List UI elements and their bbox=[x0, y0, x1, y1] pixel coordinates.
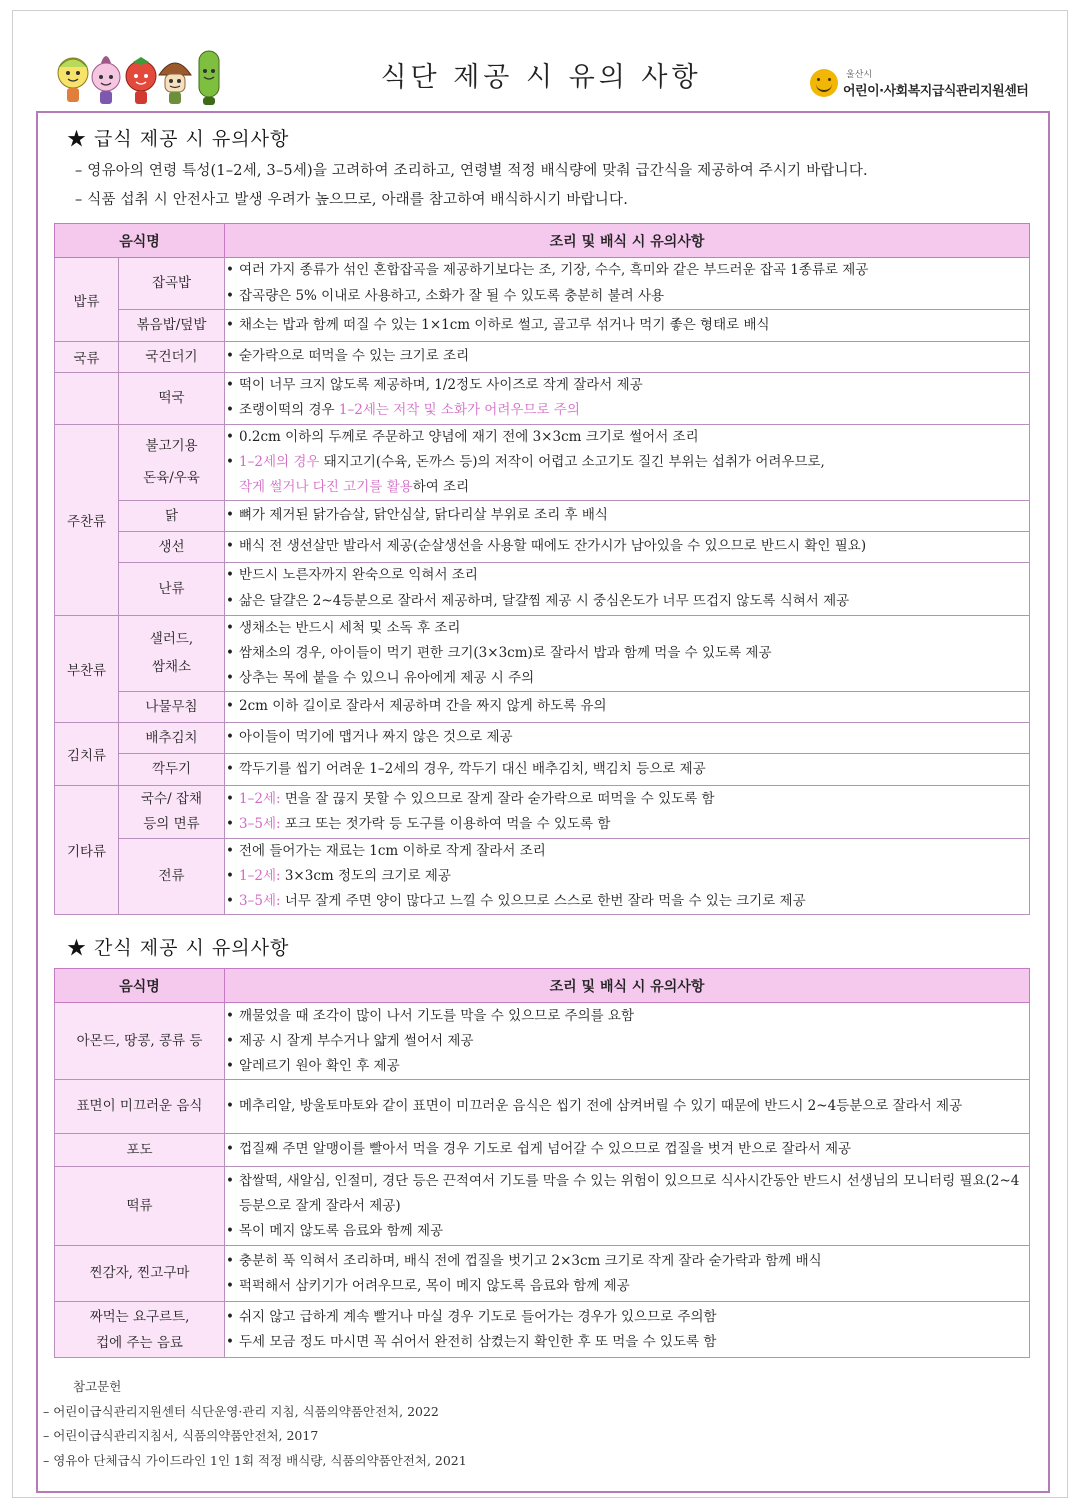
highlight-text: 1–2세는 저작 및 소화가 어려우므로 주의 bbox=[338, 402, 580, 419]
note-text bbox=[225, 889, 1029, 914]
page-title: 식단 제공 시 유의 사항 bbox=[380, 62, 702, 93]
table-row bbox=[55, 500, 1030, 531]
note-text: • 목이 메지 않도록 음료와 함께 제공 bbox=[225, 1219, 1029, 1244]
food-name bbox=[55, 1302, 225, 1358]
table-row bbox=[55, 753, 1030, 785]
table-row bbox=[55, 342, 1030, 373]
note-text-part: 면을 잘 끊지 못할 수 있으므로 잘게 잘라 숟가락으로 떠먹을 수 있도록 함 bbox=[280, 790, 715, 807]
table-row bbox=[55, 722, 1030, 753]
food-name-line: 짜먹는 요구르트, bbox=[89, 1308, 190, 1325]
note-text-part: 하여 조리 bbox=[412, 478, 470, 495]
references bbox=[43, 1375, 467, 1473]
notes-cell bbox=[225, 500, 1030, 531]
note-text bbox=[225, 864, 1029, 889]
food-name bbox=[119, 615, 225, 691]
reference-item: – 어린이급식관리지침서, 식품의약품안전처, 2017 bbox=[43, 1428, 319, 1443]
food-name: 전류 bbox=[119, 838, 225, 914]
meal-table bbox=[54, 223, 1030, 915]
table-row bbox=[55, 258, 1030, 310]
note-text bbox=[225, 398, 1029, 423]
food-name: 생선 bbox=[119, 531, 225, 562]
food-name: 국건더기 bbox=[119, 342, 225, 373]
food-name-line: 컵에 주는 음료 bbox=[96, 1334, 183, 1351]
table-row bbox=[55, 1167, 1030, 1246]
note-text: • 알레르기 원아 확인 후 제공 bbox=[225, 1054, 1029, 1079]
note-text: • 깍두기를 씹기 어려운 1–2세의 경우, 깍두기 대신 배추김치, 백김치 등으로 제공 bbox=[225, 757, 1029, 782]
smile-logo-icon bbox=[810, 69, 838, 97]
note-text: • 쉬지 않고 급하게 계속 빨거나 마실 경우 기도로 들어가는 경우가 있으므로 주의함 bbox=[225, 1305, 1029, 1330]
page bbox=[12, 10, 1068, 1498]
food-name: 볶음밥/덮밥 bbox=[119, 310, 225, 342]
table-row bbox=[55, 310, 1030, 342]
table-row bbox=[55, 1134, 1030, 1167]
note-text: • 반드시 노른자까지 완숙으로 익혀서 조리 bbox=[225, 563, 1029, 588]
meal-intro-1: – 영유아의 연령 특성(1–2세, 3–5세)을 고려하여 조리하고, 연령별 적정 배식량에 맞춰 급간식을 제공하여 주시기 바랍니다. bbox=[75, 163, 868, 179]
note-text: • 전에 들어가는 재료는 1cm 이하로 작게 잘라서 조리 bbox=[225, 839, 1029, 864]
note-text bbox=[225, 450, 1029, 475]
food-name: 잡곡밥 bbox=[119, 258, 225, 310]
highlight-text: 1–2세: bbox=[239, 790, 281, 807]
note-text: • 0.2cm 이하의 두께로 주문하고 양념에 재기 전에 3×3cm 크기로 썰어서 조리 bbox=[225, 425, 1029, 450]
highlight-text: 작게 썰거나 다진 고기를 활용 bbox=[239, 478, 413, 495]
col-notes-header: 조리 및 배식 시 유의사항 bbox=[225, 969, 1030, 1003]
table-row bbox=[55, 615, 1030, 691]
note-continuation bbox=[225, 475, 1029, 500]
notes-cell bbox=[225, 1302, 1030, 1358]
notes-cell bbox=[225, 562, 1030, 615]
food-name-line: 샐러드, bbox=[149, 631, 194, 648]
table-row bbox=[55, 785, 1030, 838]
notes-cell bbox=[225, 373, 1030, 425]
note-text-part: 너무 잘게 주면 양이 많다고 느낄 수 있으므로 스스로 한번 잘라 먹을 수 있는 크기로 제공 bbox=[280, 892, 806, 909]
note-text-part: 포크 또는 젓가락 등 도구를 이용하여 먹을 수 있도록 함 bbox=[280, 815, 611, 832]
center-logo bbox=[810, 67, 1050, 103]
notes-cell bbox=[225, 615, 1030, 691]
notes-cell bbox=[225, 691, 1030, 722]
food-name: 포도 bbox=[55, 1134, 225, 1167]
meal-section-title: ★ 급식 제공 시 유의사항 bbox=[67, 128, 290, 150]
note-text: • 생채소는 반드시 세척 및 소독 후 조리 bbox=[225, 616, 1029, 641]
col-food-header: 음식명 bbox=[55, 969, 225, 1003]
highlight-text: 3–5세: bbox=[239, 892, 281, 909]
notes-cell bbox=[225, 753, 1030, 785]
food-name bbox=[119, 785, 225, 838]
table-row bbox=[55, 1302, 1030, 1358]
notes-cell bbox=[225, 310, 1030, 342]
col-food-header: 음식명 bbox=[55, 224, 225, 258]
notes-cell bbox=[225, 1080, 1030, 1134]
snack-section-title: ★ 간식 제공 시 유의사항 bbox=[67, 937, 290, 959]
note-text: • 충분히 푹 익혀서 조리하며, 배식 전에 껍질을 벗기고 2×3cm 크기로 작게 잘라 숟가락과 함께 배식 bbox=[225, 1249, 1029, 1274]
note-text: • 아이들이 먹기에 맵거나 짜지 않은 것으로 제공 bbox=[225, 725, 1029, 750]
note-text: • 깨물었을 때 조각이 많이 나서 기도를 막을 수 있으므로 주의를 요함 bbox=[225, 1004, 1029, 1029]
note-text: • 메추리알, 방울토마토와 같이 표면이 미끄러운 음식은 씹기 전에 삼켜버릴 수 있기 때문에 반드시 2~4등분으로 잘라서 제공 bbox=[225, 1094, 1029, 1119]
notes-cell bbox=[225, 1134, 1030, 1167]
food-name: 찐감자, 찐고구마 bbox=[55, 1246, 225, 1302]
category-empty bbox=[55, 373, 119, 425]
note-text: • 숟가락으로 떠먹을 수 있는 크기로 조리 bbox=[225, 344, 1029, 369]
logo-center-name: 어린이·사회복지급식관리지원센터 bbox=[843, 84, 1029, 99]
note-text: • 제공 시 잘게 부수거나 얇게 썰어서 제공 bbox=[225, 1029, 1029, 1054]
notes-cell bbox=[225, 1003, 1030, 1080]
header bbox=[13, 11, 1069, 111]
note-text: • 떡이 너무 크지 않도록 제공하며, 1/2정도 사이즈로 작게 잘라서 제공 bbox=[225, 373, 1029, 398]
notes-cell bbox=[225, 342, 1030, 373]
table-row bbox=[55, 1246, 1030, 1302]
food-name: 닭 bbox=[119, 500, 225, 531]
note-text-part: 3×3cm 정도의 크기로 제공 bbox=[280, 867, 451, 884]
table-row bbox=[55, 424, 1030, 500]
category-side: 부찬류 bbox=[55, 615, 119, 722]
category-etc: 기타류 bbox=[55, 785, 119, 914]
notes-cell bbox=[225, 1167, 1030, 1246]
food-name: 난류 bbox=[119, 562, 225, 615]
note-text: • 2cm 이하 길이로 잘라서 제공하며 간을 짜지 않게 하도록 유의 bbox=[225, 694, 1029, 719]
table-row bbox=[55, 373, 1030, 425]
category-main: 주찬류 bbox=[55, 424, 119, 615]
food-name-line: 불고기용 bbox=[145, 438, 198, 455]
table-row bbox=[55, 691, 1030, 722]
note-text: • 잡곡량은 5% 이내로 사용하고, 소화가 잘 될 수 있도록 충분히 불려 사용 bbox=[225, 284, 1029, 309]
food-name-line: 돈육/우육 bbox=[143, 470, 200, 487]
table-row bbox=[55, 1003, 1030, 1080]
table-row bbox=[55, 838, 1030, 914]
references-title: 참고문헌 bbox=[73, 1379, 122, 1394]
table-row bbox=[55, 562, 1030, 615]
highlight-text: 1–2세: bbox=[239, 867, 281, 884]
reference-item: – 영유아 단체급식 가이드라인 1인 1회 적정 배식량, 식품의약품안전처, 2021 bbox=[43, 1452, 467, 1468]
note-text-part: 돼지고기(수육, 돈까스 등)의 저작이 어렵고 소고기도 질긴 부위는 섭취가 어려우므로, bbox=[319, 453, 825, 470]
table-row bbox=[55, 531, 1030, 562]
food-name-line: 국수/ 잡채 bbox=[141, 790, 203, 807]
notes-cell bbox=[225, 1246, 1030, 1302]
food-name: 배추김치 bbox=[119, 722, 225, 753]
notes-cell bbox=[225, 785, 1030, 838]
notes-cell bbox=[225, 838, 1030, 914]
category-soup: 국류 bbox=[55, 342, 119, 373]
logo-city: 울산시 bbox=[846, 70, 873, 80]
food-name: 떡국 bbox=[119, 373, 225, 425]
category-kimchi: 김치류 bbox=[55, 722, 119, 785]
food-name-line: 쌈채소 bbox=[151, 659, 192, 676]
highlight-text: 3–5세: bbox=[239, 815, 281, 832]
food-name: 깍두기 bbox=[119, 753, 225, 785]
highlight-text: 1–2세의 경우 bbox=[239, 453, 320, 470]
note-text: • 뼈가 제거된 닭가슴살, 닭안심살, 닭다리살 부위로 조리 후 배식 bbox=[225, 503, 1029, 528]
note-text: • 퍽퍽해서 삼키기가 어려우므로, 목이 메지 않도록 음료와 함께 제공 bbox=[225, 1274, 1029, 1299]
note-text: • 여러 가지 종류가 섞인 혼합잡곡을 제공하기보다는 조, 기장, 수수, 흑미와 같은 부드러운 잡곡 1종류로 제공 bbox=[225, 258, 1029, 283]
note-text: • 찹쌀떡, 새알심, 인절미, 경단 등은 끈적여서 기도를 막을 수 있는 위험이 있으므로 식사시간동안 반드시 선생님의 모니터링 필요(2~4등분으로 잘게 잘라서 제공) bbox=[225, 1169, 1029, 1219]
notes-cell bbox=[225, 722, 1030, 753]
food-name bbox=[119, 424, 225, 500]
note-text-part: 조랭이떡의 경우 bbox=[239, 402, 339, 419]
note-text: • 껍질째 주면 알맹이를 빨아서 먹을 경우 기도로 쉽게 넘어갈 수 있으므로 껍질을 벗겨 반으로 잘라서 제공 bbox=[225, 1137, 1029, 1162]
table-header-row bbox=[55, 969, 1030, 1003]
note-text: • 상추는 목에 붙을 수 있으니 유아에게 제공 시 주의 bbox=[225, 666, 1029, 691]
note-text: • 두세 모금 정도 마시면 꼭 쉬어서 완전히 삼켰는지 확인한 후 또 먹을 수 있도록 함 bbox=[225, 1330, 1029, 1355]
table-row bbox=[55, 1080, 1030, 1134]
notes-cell bbox=[225, 424, 1030, 500]
meal-intro-2: – 식품 섭취 시 안전사고 발생 우려가 높으므로, 아래를 참고하여 배식하시기 바랍니다. bbox=[75, 192, 629, 208]
col-notes-header: 조리 및 배식 시 유의사항 bbox=[225, 224, 1030, 258]
snack-table bbox=[54, 968, 1030, 1358]
reference-item: – 어린이급식관리지원센터 식단운영·관리 지침, 식품의약품안전처, 2022 bbox=[43, 1403, 439, 1419]
note-text: • 채소는 밥과 함께 떠질 수 있는 1×1cm 이하로 썰고, 골고루 섞거나 먹기 좋은 형태로 배식 bbox=[225, 313, 1029, 338]
note-text: • 배식 전 생선살만 발라서 제공(순살생선을 사용할 때에도 잔가시가 남아있을 수 있으므로 반드시 확인 필요) bbox=[225, 534, 1029, 559]
food-name: 아몬드, 땅콩, 콩류 등 bbox=[55, 1003, 225, 1080]
notes-cell bbox=[225, 258, 1030, 310]
food-name: 표면이 미끄러운 음식 bbox=[55, 1080, 225, 1134]
food-name: 떡류 bbox=[55, 1167, 225, 1246]
notes-cell bbox=[225, 531, 1030, 562]
note-text: • 쌈채소의 경우, 아이들이 먹기 편한 크기(3×3cm)로 잘라서 밥과 함께 먹을 수 있도록 제공 bbox=[225, 641, 1029, 666]
food-name: 나물무침 bbox=[119, 691, 225, 722]
note-text bbox=[225, 787, 1029, 812]
note-text: • 삶은 달걀은 2~4등분으로 잘라서 제공하며, 달걀찜 제공 시 중심온도가 너무 뜨겁지 않도록 식혀서 제공 bbox=[225, 589, 1029, 614]
food-name-line: 등의 면류 bbox=[143, 815, 200, 832]
table-header-row bbox=[55, 224, 1030, 258]
note-text bbox=[225, 812, 1029, 837]
category-rice: 밥류 bbox=[55, 258, 119, 342]
